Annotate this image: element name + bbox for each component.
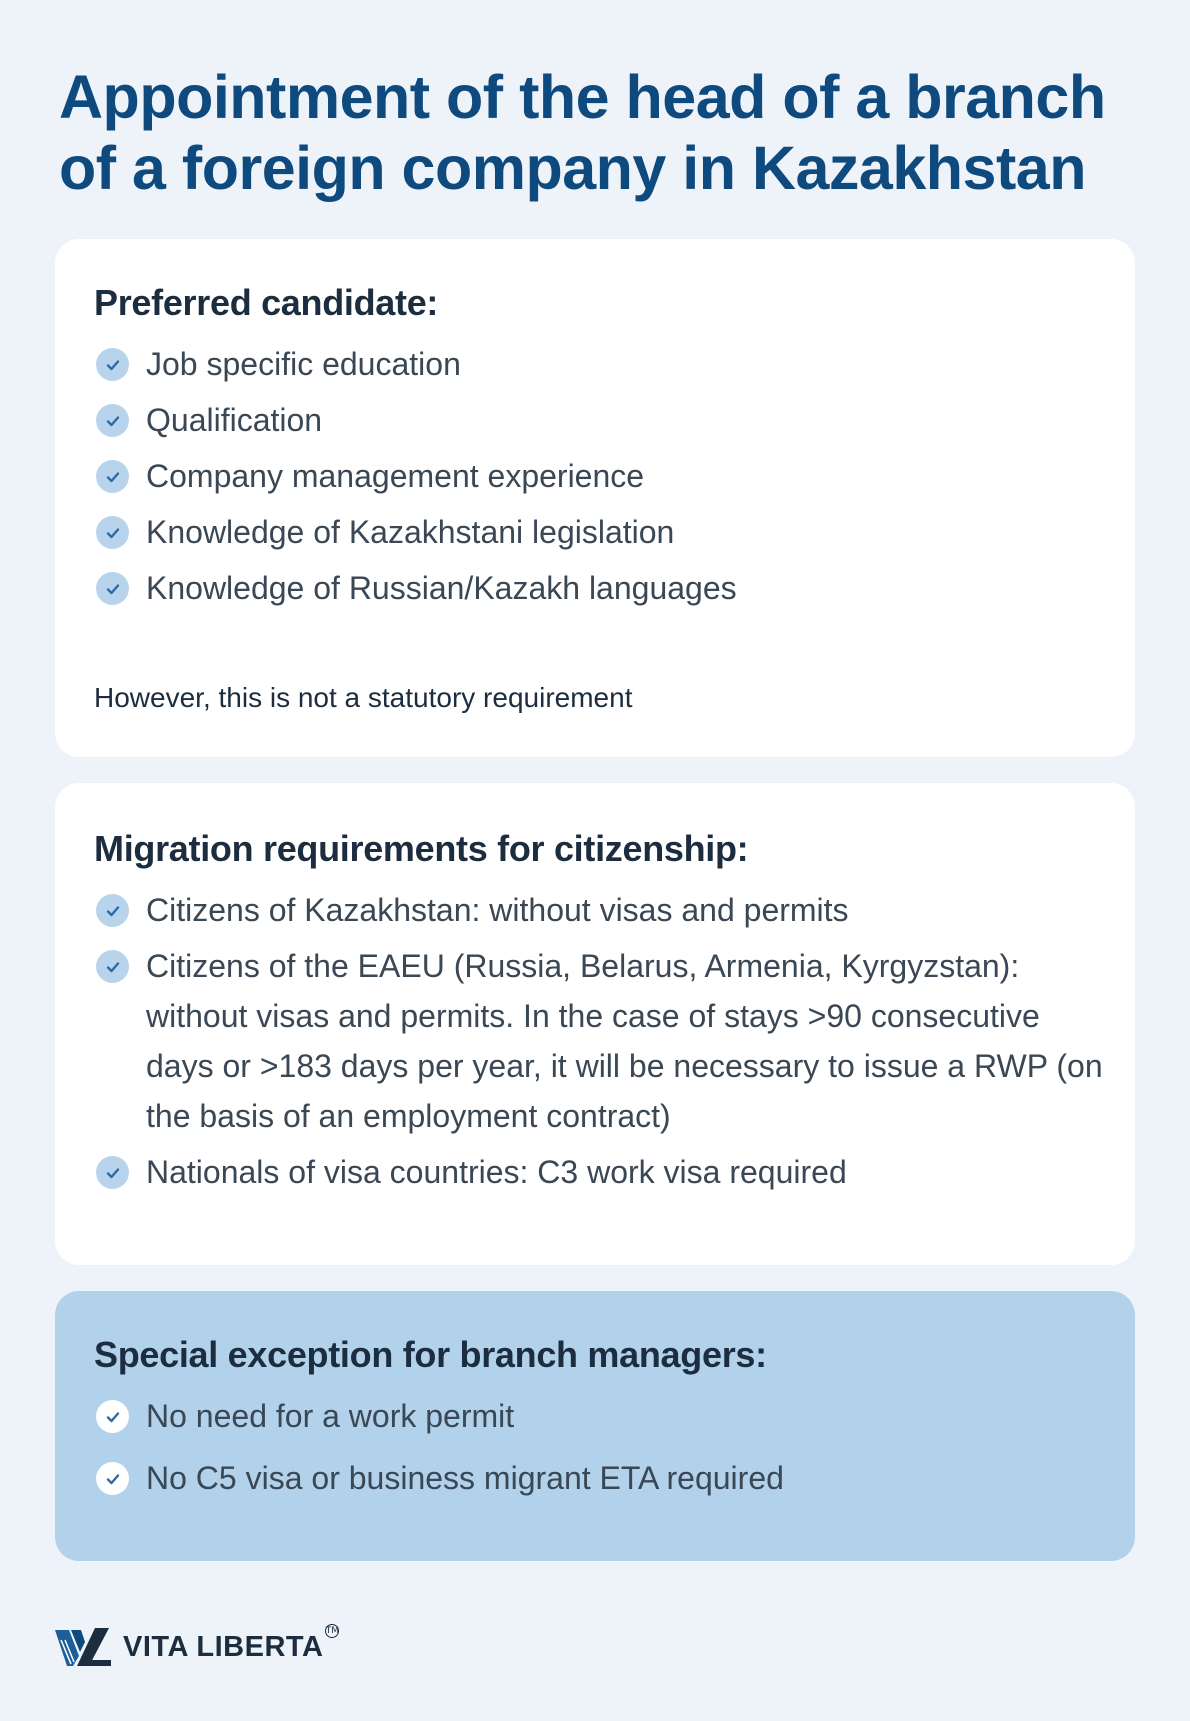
list-item (96, 1391, 1105, 1441)
list-item-text: No C5 visa or business migrant ETA required (146, 1460, 784, 1496)
page-title: Appointment of the head of a branch of a foreign company in Kazakhstan (59, 63, 1106, 202)
check-circle-icon (96, 404, 129, 437)
vita-liberta-logo-icon (55, 1626, 111, 1668)
check-circle-icon (96, 1156, 129, 1189)
special-exception-heading: Special exception for branch managers: (94, 1334, 767, 1375)
list-item-text: Company management experience (146, 458, 645, 494)
list-item (96, 563, 1105, 613)
list-item-text: Knowledge of Kazakhstani legislation (146, 514, 675, 550)
check-circle-icon (96, 1462, 129, 1495)
list-item-text: Job specific education (146, 346, 461, 382)
list-item-text: Qualification (146, 402, 323, 438)
list-item (96, 395, 1105, 445)
list-item (96, 885, 1105, 935)
list-item (96, 339, 1105, 389)
list-item-text: Knowledge of Russian/Kazakh languages (146, 570, 737, 606)
logo-wordmark: VITA LIBERTA (123, 1630, 324, 1663)
migration-requirements-list (96, 885, 1105, 1197)
list-item (96, 941, 1105, 1141)
statutory-note: However, this is not a statutory requirement (94, 682, 633, 713)
check-circle-icon (96, 1400, 129, 1433)
special-exception-card (55, 1291, 1135, 1561)
trademark-symbol: TM (325, 1626, 340, 1636)
check-circle-icon (96, 894, 129, 927)
check-circle-icon (96, 348, 129, 381)
list-item (96, 451, 1105, 501)
list-item (96, 507, 1105, 557)
preferred-candidate-heading: Preferred candidate: (94, 282, 439, 323)
list-item-text: No need for a work permit (146, 1398, 515, 1434)
vita-liberta-logo (55, 1622, 339, 1672)
preferred-candidate-card (55, 239, 1135, 757)
list-item-text: Citizens of the EAEU (Russia, Belarus, Armenia, Kyrgyzstan): without visas and permits. In the case of stays >90 consecutive days or >183 days per year, it will be necessary to issue a RWP (on the basis of an employment contract) (146, 948, 1103, 1134)
list-item (96, 1453, 1105, 1503)
check-circle-icon (96, 516, 129, 549)
list-item-text: Citizens of Kazakhstan: without visas and permits (146, 892, 849, 928)
check-circle-icon (96, 572, 129, 605)
list-item-text: Nationals of visa countries: C3 work visa required (146, 1154, 847, 1190)
list-item (96, 1147, 1105, 1197)
check-circle-icon (96, 950, 129, 983)
special-exception-list (96, 1391, 1105, 1503)
check-circle-icon (96, 460, 129, 493)
preferred-candidate-list (96, 339, 1105, 613)
migration-requirements-card (55, 783, 1135, 1265)
migration-requirements-heading: Migration requirements for citizenship: (94, 828, 749, 869)
